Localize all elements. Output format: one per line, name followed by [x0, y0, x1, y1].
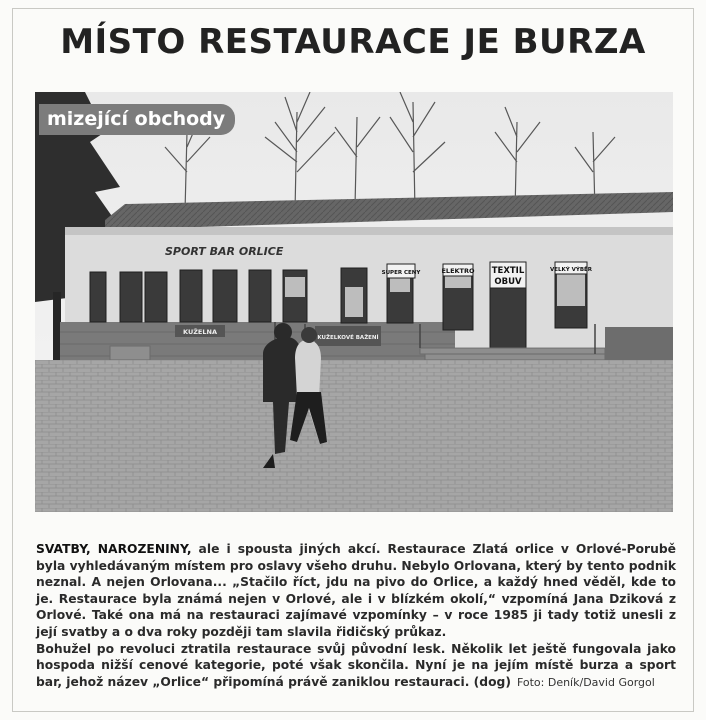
section-tag: mizející obchody [39, 104, 235, 135]
article-body [36, 541, 676, 691]
sign-elektro: ELEKTRO [441, 267, 475, 275]
photo-credit: Foto: Deník/David Gorgol [516, 675, 655, 689]
article-paragraph-2-text: Bohužel po revoluci ztratila restaurace svůj původní lesk. Několik let ještě fungovala jako hospoda nižší cenové kategorie, poté však skončila. Nyní je na jejím místě burza a sport bar, jehož název „Orlice“ připomíná právě zaniklou restauraci. (dog) [36, 641, 676, 689]
sign-obuv: OBUV [494, 277, 522, 287]
sign-kuzelna: KUŽELNA [183, 328, 217, 336]
sign-velky-vyber: VELKÝ VÝBĚR [549, 267, 593, 273]
sign-textil: TEXTIL [491, 266, 525, 276]
photo-illustration [35, 92, 673, 512]
article-paragraph-1-text: ale i spousta jiných akcí. Restaurace Zlatá orlice v Orlové-Porubě byla vyhledávaným místem pro oslavy všeho druhu. Nebylo Orlovana, který by tento podnik neznal. A nejen Orlovana... „Stačilo říct, jdu na pivo do Orlice, a každý hned věděl, kde to je. Restaurace byla známá nejen v Orlové, ale i v blízkém okolí,“ vzpomíná Jana Dziková z Orlové. Také ona má na restauraci zajímavé vzpomínky – v roce 1985 ji tady totiž unesli z její svatby a o dva roky později tam slavila řidičský průkaz. [36, 542, 676, 639]
headline: MÍSTO RESTAURACE JE BURZA [60, 22, 646, 62]
article-lead: SVATBY, NAROZENINY, [36, 542, 192, 556]
sign-sport-bar: SPORT BAR ORLICE [165, 245, 284, 258]
article-paragraph-1 [36, 541, 676, 641]
photo [35, 92, 673, 512]
sign-kuzelky: KUŽELKOVÉ BAŽENÍ [317, 335, 379, 341]
article-paragraph-2 [36, 641, 676, 692]
sign-super-ceny: SUPER CENY [381, 270, 421, 276]
